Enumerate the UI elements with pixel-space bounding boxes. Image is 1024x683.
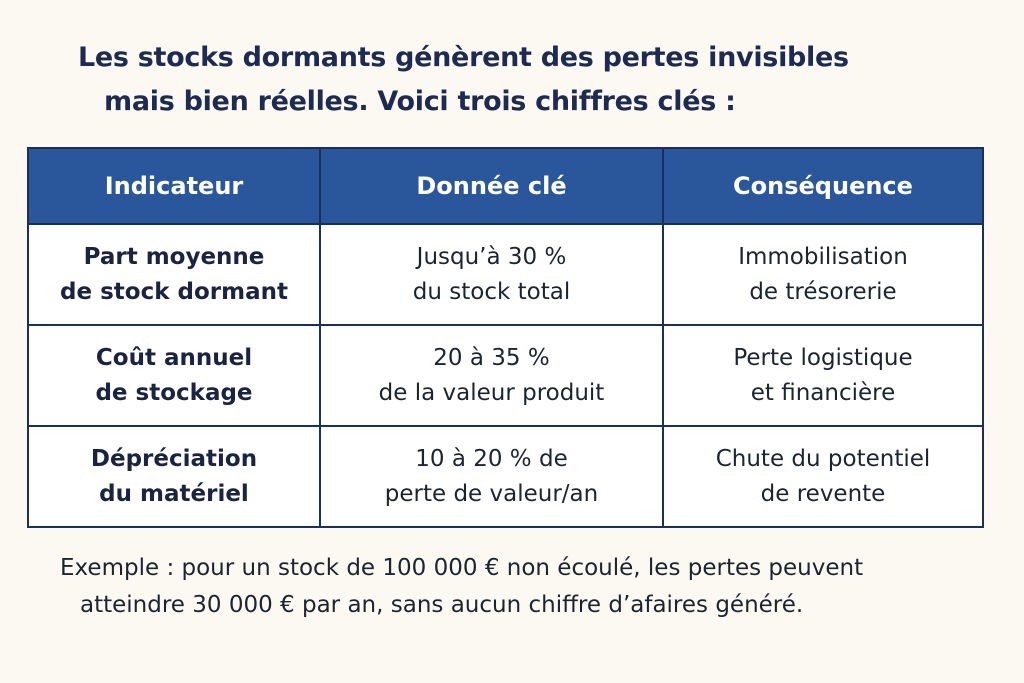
indicator-cell bbox=[28, 224, 320, 325]
consequence-cell bbox=[663, 325, 983, 426]
column-header-key-data: Donnée clé bbox=[320, 148, 663, 224]
cell-text: de la valeur produit bbox=[378, 379, 605, 406]
table-row bbox=[28, 426, 983, 527]
cell-text: de trésorerie bbox=[749, 278, 897, 305]
table-header-row bbox=[28, 148, 983, 224]
key-figures-table bbox=[27, 147, 984, 528]
key-data-cell bbox=[320, 325, 663, 426]
column-header-consequence: Conséquence bbox=[663, 148, 983, 224]
page-title bbox=[0, 36, 1024, 124]
consequence-cell bbox=[663, 426, 983, 527]
cell-text: 10 à 20 % de bbox=[415, 445, 568, 472]
cell-text: du matériel bbox=[99, 480, 249, 507]
example-note bbox=[0, 550, 1024, 624]
cell-text: Coût annuel bbox=[95, 344, 253, 371]
cell-text: Dépréciation bbox=[90, 445, 258, 472]
page-title-line-2: mais bien réelles. Voici trois chiffres clés : bbox=[104, 86, 736, 117]
cell-text: Immobilisation bbox=[738, 243, 908, 270]
cell-text: Chute du potentiel bbox=[715, 445, 931, 472]
consequence-cell bbox=[663, 224, 983, 325]
cell-text: Part moyenne bbox=[83, 243, 265, 270]
cell-text: de revente bbox=[760, 480, 886, 507]
cell-text: de stock dormant bbox=[60, 278, 288, 305]
table-row bbox=[28, 224, 983, 325]
cell-text: et financière bbox=[750, 379, 896, 406]
key-data-cell bbox=[320, 224, 663, 325]
cell-text: 20 à 35 % bbox=[433, 344, 550, 371]
example-note-line-2: atteindre 30 000 € par an, sans aucun chiffre d’afaires généré. bbox=[80, 592, 804, 618]
indicator-cell bbox=[28, 426, 320, 527]
cell-text: de stockage bbox=[95, 379, 253, 406]
table-row bbox=[28, 325, 983, 426]
cell-text: Jusqu’à 30 % bbox=[416, 243, 567, 270]
key-data-cell bbox=[320, 426, 663, 527]
page-title-line-1: Les stocks dormants génèrent des pertes invisibles bbox=[78, 42, 849, 73]
indicator-cell bbox=[28, 325, 320, 426]
example-note-line-1: Exemple : pour un stock de 100 000 € non écoulé, les pertes peuvent bbox=[60, 555, 864, 581]
column-header-indicator: Indicateur bbox=[28, 148, 320, 224]
cell-text: du stock total bbox=[412, 278, 571, 305]
cell-text: perte de valeur/an bbox=[384, 480, 599, 507]
cell-text: Perte logistique bbox=[733, 344, 913, 371]
